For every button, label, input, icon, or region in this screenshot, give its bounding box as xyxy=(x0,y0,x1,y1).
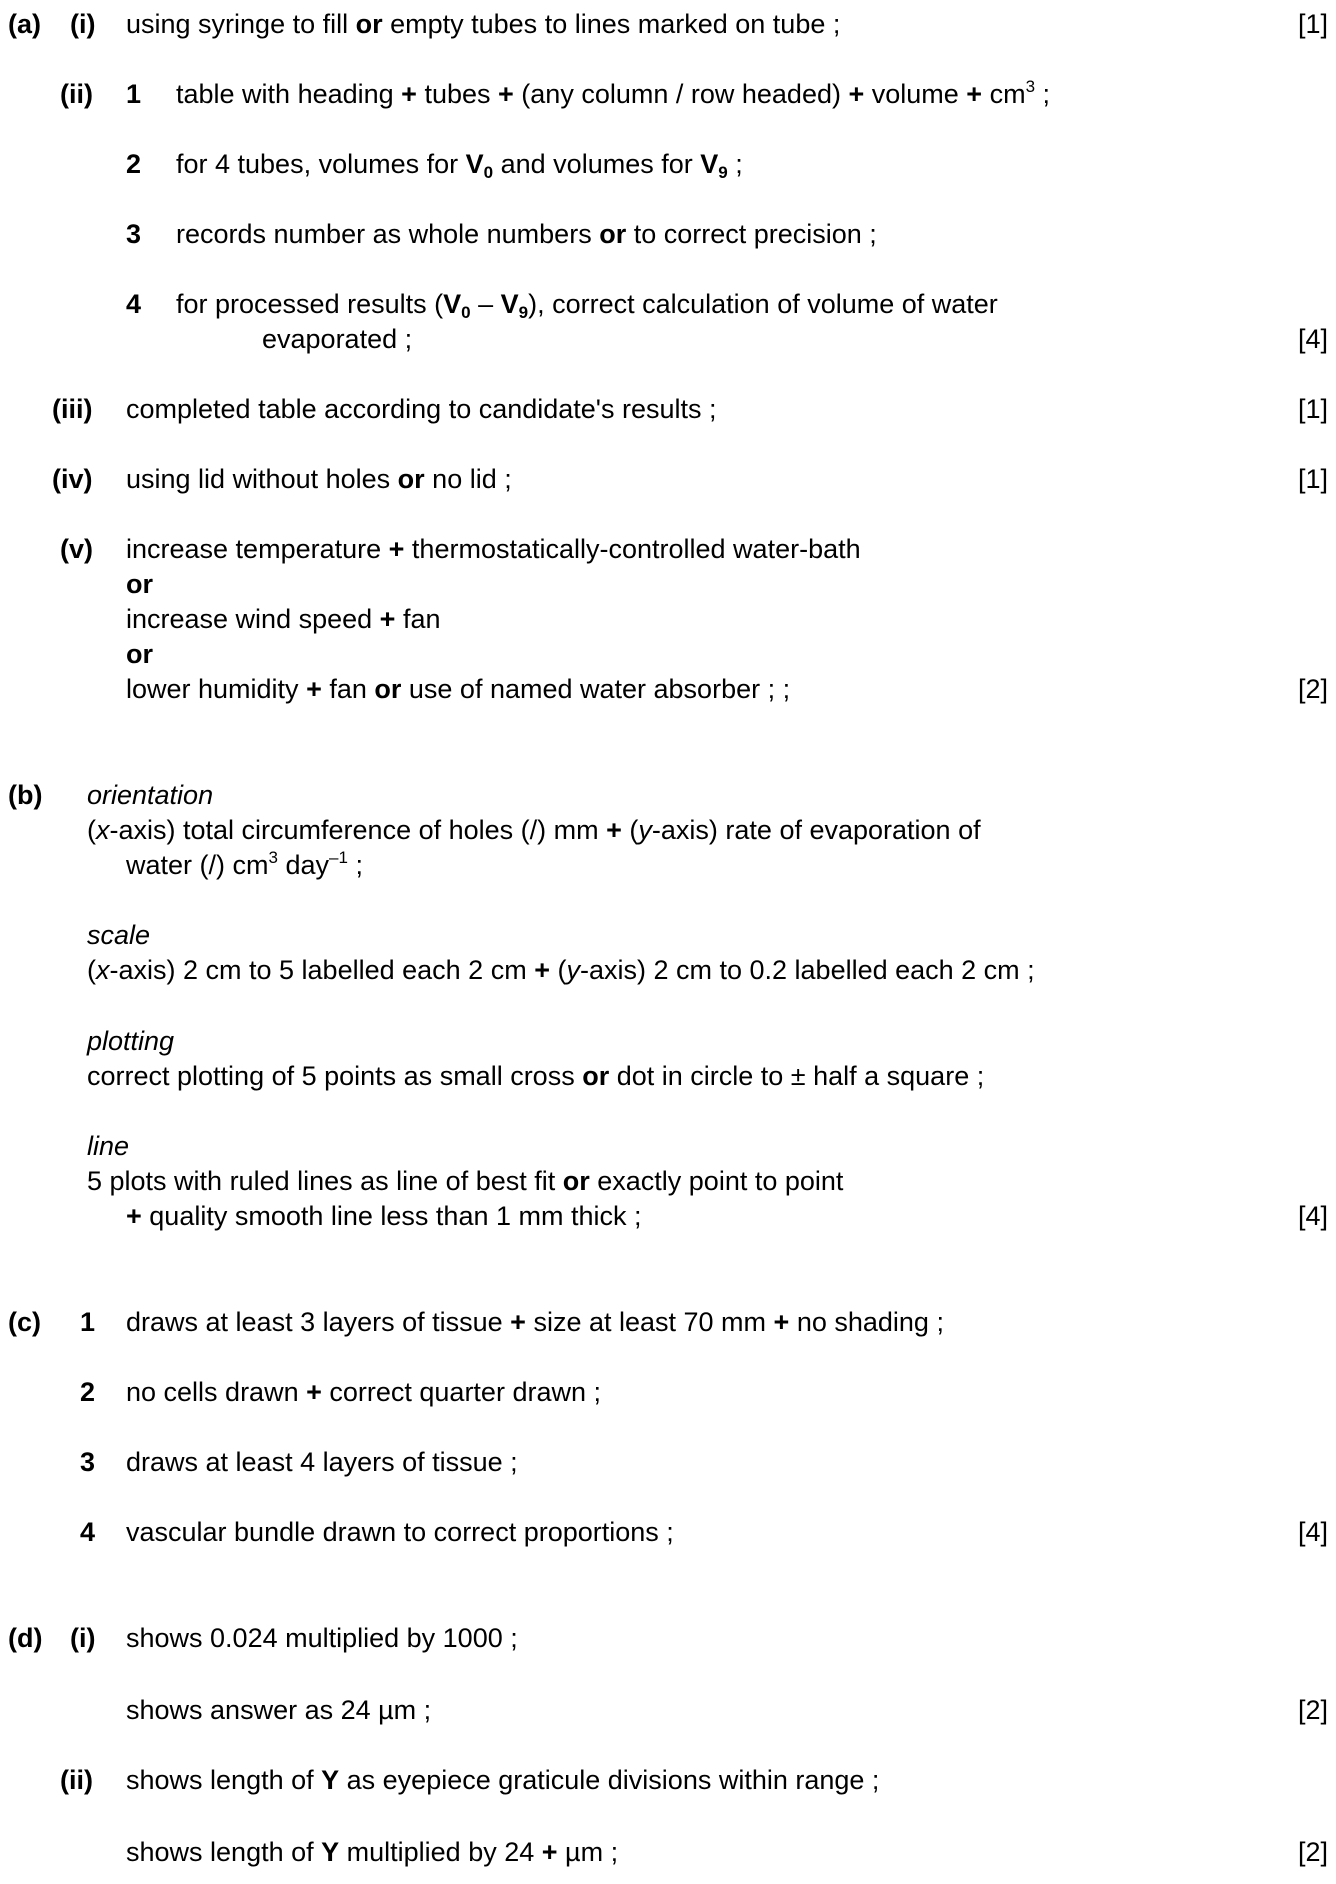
part-d-label: (d) xyxy=(8,1623,43,1653)
part-a-label: (a) xyxy=(8,9,41,39)
c-point-1-text: draws at least 3 layers of tissue + size at least 70 mm + no shading ; xyxy=(126,1307,944,1337)
c-point-4-num: 4 xyxy=(80,1517,96,1547)
a-v-option-1: increase temperature + thermostatically-controlled water-bath xyxy=(126,534,861,564)
a-ii-point-1-num: 1 xyxy=(126,79,142,109)
a-ii-point-3-num: 3 xyxy=(126,219,142,249)
b-scale-text: (x-axis) 2 cm to 5 labelled each 2 cm + (y-axis) 2 cm to 0.2 labelled each 2 cm ; xyxy=(87,955,1035,985)
a-ii-label: (ii) xyxy=(60,79,93,109)
d-i-line-2: shows answer as 24 µm ; xyxy=(126,1695,432,1725)
c-point-3-num: 3 xyxy=(80,1447,96,1477)
d-i-mark: [2] xyxy=(1297,1695,1328,1725)
d-ii-mark: [2] xyxy=(1297,1837,1328,1867)
b-orientation-continuation: water (/) $cm^3$ day$^{-1}$ ; xyxy=(126,848,363,880)
a-ii-point-2-num: 2 xyxy=(126,149,142,179)
b-mark: [4] xyxy=(1297,1201,1328,1231)
d-i-line-1: shows 0.024 multiplied by 1000 ; xyxy=(126,1623,518,1653)
a-i-text: using syringe to fill or empty tubes to lines marked on tube ; xyxy=(126,9,841,39)
c-point-3-text: draws at least 4 layers of tissue ; xyxy=(126,1447,518,1477)
b-plotting-heading: plotting xyxy=(87,1026,175,1056)
a-ii-point-4-num: 4 xyxy=(126,289,142,319)
c-mark: [4] xyxy=(1297,1517,1328,1547)
a-v-label: (v) xyxy=(60,534,93,564)
a-iii-mark: [1] xyxy=(1297,394,1328,424)
a-iv-mark: [1] xyxy=(1297,464,1328,494)
b-orientation-text: (x-axis) total circumference of holes (/) mm + (y-axis) rate of evaporation of xyxy=(87,815,981,845)
a-v-option-2: increase wind speed + fan xyxy=(126,604,441,634)
b-line-heading: line xyxy=(87,1131,130,1161)
a-ii-point-1-text: table with heading + tubes + (any column / row headed) + volume + $cm^3$ ; xyxy=(176,77,1051,109)
a-iii-label: (iii) xyxy=(52,394,93,424)
c-point-2-text: no cells drawn + correct quarter drawn ; xyxy=(126,1377,601,1407)
c-point-2-num: 2 xyxy=(80,1377,96,1407)
a-v-option-3: lower humidity + fan or use of named water absorber ; ; xyxy=(126,674,791,704)
a-i-mark: [1] xyxy=(1297,9,1328,39)
a-iii-text: completed table according to candidate's results ; xyxy=(126,394,717,424)
d-ii-label: (ii) xyxy=(60,1765,93,1795)
part-b-label: (b) xyxy=(8,780,43,810)
a-v-or-1: or xyxy=(126,569,153,599)
a-iv-text: using lid without holes or no lid ; xyxy=(126,464,512,494)
a-ii-point-2-text: for 4 tubes, volumes for $V_0$ and volumes for $V_9$ ; xyxy=(176,149,743,182)
d-i-label: (i) xyxy=(70,1623,96,1653)
b-orientation-heading: orientation xyxy=(87,780,214,810)
d-ii-line-2: shows length of Y multiplied by 24 + µm ; xyxy=(126,1837,619,1867)
a-iv-label: (iv) xyxy=(52,464,93,494)
b-line-continuation: + quality smooth line less than 1 mm thick ; xyxy=(126,1201,642,1231)
a-ii-point-4-text: for processed results $(V_0 - V_9)$, correct calculation of volume of water xyxy=(176,289,998,322)
a-ii-point-4-continuation: evaporated ; xyxy=(262,324,413,354)
a-ii-mark: [4] xyxy=(1297,324,1328,354)
b-line-text: 5 plots with ruled lines as line of best fit or exactly point to point xyxy=(87,1166,844,1196)
c-point-1-num: 1 xyxy=(80,1307,96,1337)
b-scale-heading: scale xyxy=(87,920,151,950)
d-ii-line-1: shows length of Y as eyepiece graticule divisions within range ; xyxy=(126,1765,880,1795)
c-point-4-text: vascular bundle drawn to correct proportions ; xyxy=(126,1517,674,1547)
a-v-mark: [2] xyxy=(1297,674,1328,704)
a-v-or-2: or xyxy=(126,639,153,669)
a-i-label: (i) xyxy=(70,9,96,39)
a-ii-point-3-text: records number as whole numbers or to correct precision ; xyxy=(176,219,877,249)
b-plotting-text: correct plotting of 5 points as small cross or dot in circle to ± half a square ; xyxy=(87,1061,985,1091)
part-c-label: (c) xyxy=(8,1307,41,1337)
